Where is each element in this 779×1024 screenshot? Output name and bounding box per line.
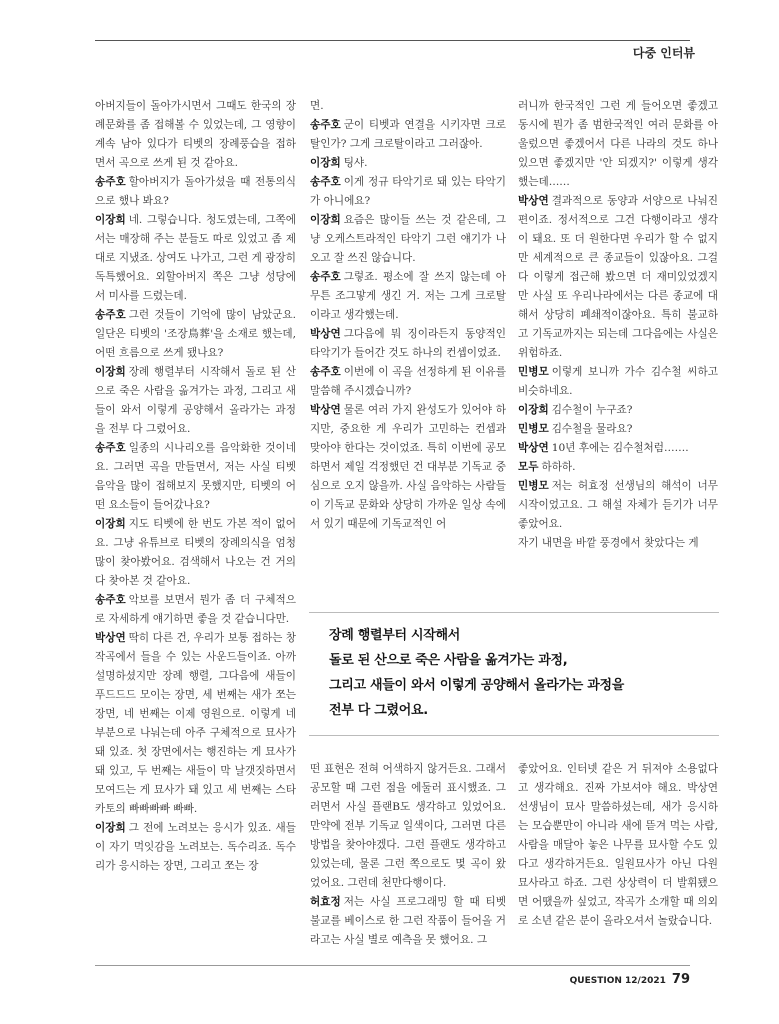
- speaker-name: 송주호: [310, 366, 341, 378]
- pull-quote: [309, 612, 719, 736]
- text-column-right-top: [518, 97, 718, 553]
- speaker-name: 박상연: [310, 328, 341, 340]
- text-column-middle-bottom: [310, 760, 506, 950]
- speaker-name: 허효정: [310, 896, 341, 908]
- paragraph: [518, 534, 718, 553]
- speaker-name: 민병모: [518, 366, 549, 378]
- pull-quote-line: 전부 다 그렸어요.: [329, 703, 428, 718]
- paragraph-text: 좋았어요. 인터넷 같은 거 뒤져야 소용없다고 생각해요. 진짜 가보셔야 해요. 박상연 선생님이 묘사 말씀하셨는데, 새가 응시하는 모습뿐만이 아니라 새에 뜯겨 먹는 사람, 사람을 매달아 놓은 나무를 묘사할 수도 있다고 생각하거든요. 일원묘사가 아닌 다원묘사라고 하죠. 그런 상상력이 더 발휘됐으면 어땠을까 싶었고, 작곡가 소개할 때 의외로 소년 같은 분이 올라오셔서 놀랐습니다.: [518, 763, 718, 927]
- section-label: 다중 인터뷰: [632, 46, 695, 60]
- footer-rule: [95, 965, 690, 966]
- speaker-name: 이장희: [95, 822, 126, 834]
- paragraph: [310, 363, 506, 401]
- pull-quote-line: 그리고 새들이 와서 이렇게 공양해서 올라가는 과정을: [329, 678, 625, 693]
- page-number: 79: [671, 972, 690, 987]
- paragraph-text: 네. 그렇습니다. 청도였는데, 그쪽에서는 매장해 주는 분들도 따로 있었고 좀 제대로 지냈죠. 상여도 나가고, 그런 게 광장히 독특했어요. 외할아버지 쪽은 그냥 성당에서 미사를 드렸는데.: [95, 214, 296, 302]
- pull-quote-line: 돌로 된 산으로 죽은 사람을 옮겨가는 과정,: [329, 653, 568, 668]
- paragraph: [518, 97, 718, 192]
- paragraph-text: 저는 사실 프로그래밍 할 때 티벳 불교를 베이스로 한 그런 작품이 들어올 거라고는 사실 별로 예측을 못 했어요. 그: [310, 896, 506, 946]
- footer: [570, 972, 690, 987]
- paragraph: [310, 154, 506, 173]
- paragraph-text: 결과적으로 동양과 서양으로 나눠진 편이죠. 정서적으로 그건 다행이라고 생각이 돼요. 또 더 원한다면 우리가 할 수 없지만 세계적으로 큰 종교들이 있잖아요. 그걸 다 이렇게 접근해 봤으면 더 재미있었겠지만 사실 또 우리나라에서는 다른 종교에 대해서 상당히 폐쇄적이잖아요. 특히 불교하고 기독교까지는 되는데 그다음에는 사실은 위험하죠.: [518, 195, 718, 359]
- paragraph: [95, 211, 296, 306]
- paragraph-text: 하하하.: [541, 461, 576, 473]
- paragraph-text: 그런 것들이 기억에 많이 남았군요. 일단은 티벳의 '조장鳥葬'을 소재로 했는데, 어떤 흐름으로 쓰게 됐나요?: [95, 309, 296, 359]
- paragraph-text: 10년 후에는 김수철처럼…….: [551, 442, 689, 454]
- paragraph: [95, 591, 296, 629]
- paragraph: [95, 363, 296, 439]
- paragraph-text: 군이 티벳과 연결을 시키자면 크로탈인가? 그게 크로탈이라고 그러잖아.: [310, 119, 506, 150]
- speaker-name: 민병모: [518, 423, 549, 435]
- paragraph: [95, 515, 296, 591]
- speaker-name: 이장희: [310, 157, 341, 169]
- paragraph-text: 면.: [310, 100, 324, 112]
- paragraph-text: 자기 내면을 바깥 풍경에서 찾았다는 게: [518, 537, 699, 549]
- paragraph: [518, 439, 718, 458]
- paragraph-text: 러니까 한국적인 그런 게 들어오면 좋겠고 동시에 뭔가 좀 범한국적인 여러 문화를 아울렀으면 좋겠어서 다른 나라의 것도 하나 있으면 좋겠지만 '안 되겠지?' 이렇게 생각했는데……: [518, 100, 718, 188]
- paragraph-text: 김수철을 물라요?: [551, 423, 633, 435]
- speaker-name: 송주호: [310, 271, 341, 283]
- paragraph: [518, 420, 718, 439]
- paragraph-text: 딱히 다른 건, 우리가 보통 접하는 창작곡에서 들을 수 있는 사운드들이죠. 아까 설명하셨지만 장례 행렬, 그다음에 새들이 푸드드드 모이는 장면, 세 번째는 새가 쪼는 장면, 네 번째는 이제 영원으로. 이렇게 네 부분으로 나눠는데 아주 구체적으로 묘사가 돼 있죠. 첫 장면에서는 행진하는 게 묘사가 돼 있고, 두 번째는 새들이 막 날갯짓하면서 모여드는 게 묘사가 돼 있고 세 번째는 스타카토의 빠빠빠빠 빠빠.: [95, 632, 296, 815]
- paragraph: [310, 97, 506, 116]
- text-column-left: [95, 97, 296, 876]
- paragraph-text: 아버지들이 돌아가시면서 그때도 한국의 장례문화를 좀 접해볼 수 있었는데, 그 영향이 계속 남아 있다가 티벳의 장례풍습을 접하면서 곡으로 쓰게 된 것 같아요.: [95, 100, 296, 169]
- speaker-name: 이장희: [95, 214, 126, 226]
- speaker-name: 박상연: [518, 442, 549, 454]
- paragraph-text: 그렇죠. 평소에 잘 쓰지 않는데 아무튼 조그맣게 생긴 거. 저는 그게 크로탈이라고 생각했는데.: [310, 271, 506, 321]
- paragraph-text: 팅샤.: [343, 157, 368, 169]
- paragraph: [518, 192, 718, 363]
- paragraph: [95, 819, 296, 876]
- paragraph-text: 김수철이 누구죠?: [551, 404, 633, 416]
- paragraph: [518, 760, 718, 931]
- paragraph: [518, 458, 718, 477]
- speaker-name: 박상연: [310, 404, 341, 416]
- paragraph: [95, 173, 296, 211]
- paragraph: [310, 268, 506, 325]
- paragraph: [310, 401, 506, 534]
- text-column-middle-top: [310, 97, 506, 534]
- paragraph: [310, 116, 506, 154]
- paragraph-text: 장례 행렬부터 시작해서 돌로 된 산으로 죽은 사람을 옮겨가는 과정, 그리고 새들이 와서 이렇게 공양해서 올라가는 과정을 전부 다 그렸어요.: [95, 366, 296, 435]
- speaker-name: 모두: [518, 461, 539, 473]
- paragraph-text: 이번에 이 곡을 선정하게 된 이유를 말씀해 주시겠습니까?: [310, 366, 506, 397]
- text-column-right-bottom: [518, 760, 718, 931]
- speaker-name: 박상연: [518, 195, 549, 207]
- paragraph: [95, 439, 296, 515]
- speaker-name: 송주호: [95, 176, 126, 188]
- publication-label: QUESTION 12/2021: [569, 976, 666, 986]
- speaker-name: 이장희: [518, 404, 549, 416]
- speaker-name: 이장희: [95, 366, 126, 378]
- speaker-name: 송주호: [95, 442, 126, 454]
- paragraph: [310, 893, 506, 950]
- paragraph-text: 떤 표현은 전혀 어색하지 않거든요. 그래서 공모할 때 그런 점을 에둘러 표시했죠. 그러면서 사실 플랜B도 생각하고 있었어요. 만약에 전부 기독교 일색이다, 그러면 다른 방법을 찾아야겠다. 그런 플랜도 생각하고 있었는데, 물론 그런 쪽으로도 몇 곡이 왔었어요. 그런데 천만다행이다.: [310, 763, 506, 889]
- paragraph-text: 물론 여러 가지 완성도가 있어야 하지만, 중요한 게 우리가 고민하는 컨셉과 맞아야 한다는 것이었죠. 특히 이번에 공모하면서 제일 걱정했던 건 대부분 기독교 중심으로 오지 않을까. 사실 음악하는 사람들이 기독교 문화와 상당히 가까운 일상 속에서 있기 때문에 기독교적인 어: [310, 404, 506, 530]
- paragraph: [95, 306, 296, 363]
- paragraph: [95, 629, 296, 819]
- speaker-name: 이장희: [95, 518, 126, 530]
- paragraph: [518, 401, 718, 420]
- pull-quote-line: 장례 행렬부터 시작해서: [329, 628, 461, 643]
- speaker-name: 송주호: [95, 309, 126, 321]
- speaker-name: 송주호: [95, 594, 126, 606]
- speaker-name: 송주호: [310, 119, 341, 131]
- paragraph-text: 그 전에 노려보는 응시가 있죠. 새들이 자기 먹잇감을 노려보는. 독수리죠. 독수리가 응시하는 장면, 그리고 쪼는 장: [95, 822, 296, 872]
- paragraph-text: 지도 티벳에 한 번도 가본 적이 없어요. 그냥 유튜브로 티벳의 장례의식을 엄청 많이 찾아봤어요. 검색해서 나오는 건 거의 다 찾아본 것 같아요.: [95, 518, 296, 587]
- paragraph-text: 그다음에 뭐 징이라든지 동양적인 타악기가 들어간 것도 하나의 컨셉이었죠.: [310, 328, 506, 359]
- speaker-name: 박상연: [95, 632, 126, 644]
- paragraph-text: 이게 정규 타악기로 돼 있는 타악기가 아니에요?: [310, 176, 506, 207]
- paragraph-text: 할아버지가 돌아가셨을 때 전통의식으로 했나 봐요?: [95, 176, 296, 207]
- speaker-name: 송주호: [310, 176, 341, 188]
- paragraph-text: 저는 허효정 선생님의 해석이 너무 시작이었고요. 그 해설 자체가 듣기가 너무 좋았어요.: [518, 480, 718, 530]
- paragraph: [310, 760, 506, 893]
- paragraph: [518, 477, 718, 534]
- paragraph: [310, 173, 506, 211]
- pull-quote-text: [329, 623, 709, 723]
- paragraph-text: 일종의 시나리오를 음악화한 것이네요. 그러면 곡을 만들면서, 저는 사실 티벳 음악을 많이 접해보지 못했지만, 티벳의 어떤 요소들이 들어갔나요?: [95, 442, 296, 511]
- paragraph: [310, 325, 506, 363]
- paragraph-text: 악보를 보면서 뭔가 좀 더 구체적으로 자세하게 얘기하면 좋을 것 같습니다만.: [95, 594, 296, 625]
- header-rule: [95, 40, 690, 41]
- paragraph: [310, 211, 506, 268]
- paragraph-text: 요즘은 많이들 쓰는 것 같은데, 그냥 오케스트라적인 타악기 그런 얘기가 나오고 잘 쓰진 않습니다.: [310, 214, 506, 264]
- paragraph: [95, 97, 296, 173]
- paragraph-text: 이렇게 보니까 가수 김수철 씨하고 비슷하네요.: [518, 366, 718, 397]
- paragraph: [518, 363, 718, 401]
- speaker-name: 민병모: [518, 480, 549, 492]
- speaker-name: 이장희: [310, 214, 341, 226]
